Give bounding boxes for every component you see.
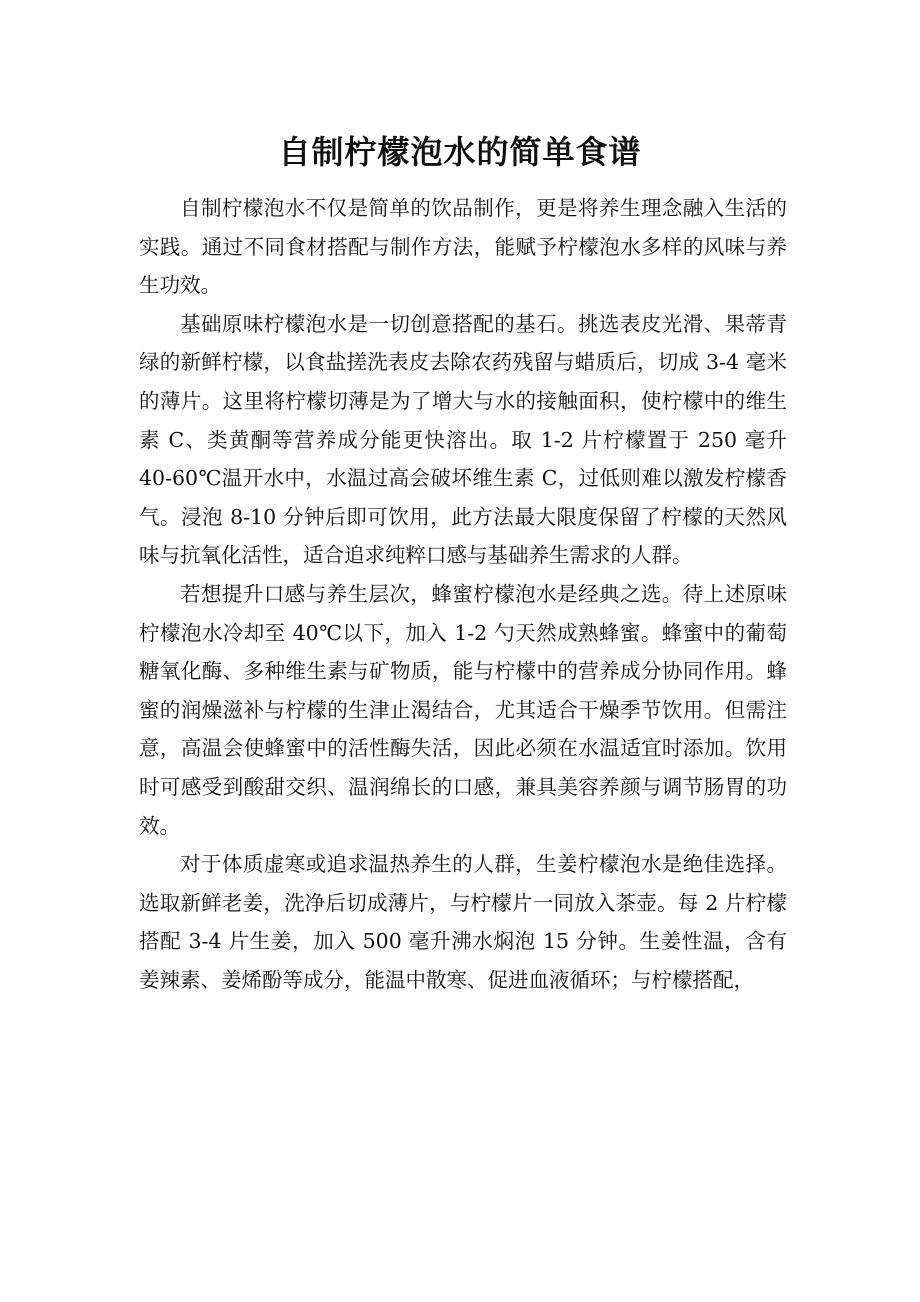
paragraph-ginger-lemon-water: 对于体质虚寒或追求温热养生的人群，生姜柠檬泡水是绝佳选择。选取新鲜老姜，洗净后切成薄片，与柠檬片一同放入茶壶。每 2 片柠檬搭配 3-4 片生姜，加入 500 毫升沸水焖泡 15 分钟。生姜性温，含有姜辣素、姜烯酚等成分，能温中散寒、促进血液循环；与柠檬搭配， (139, 852, 787, 992)
document-body (139, 189, 787, 999)
document-title: 自制柠檬泡水的简单食谱 (278, 133, 642, 171)
paragraph-basic-lemon-water: 基础原味柠檬泡水是一切创意搭配的基石。挑选表皮光滑、果蒂青绿的新鲜柠檬，以食盐搓洗表皮去除农药残留与蜡质后，切成 3-4 毫米的薄片。这里将柠檬切薄是为了增大与水的接触面积，使柠檬中的维生素 C、类黄酮等营养成分能更快溶出。取 1-2 片柠檬置于 250 毫升 40-60℃温开水中，水温过高会破坏维生素 C，过低则难以激发柠檬香气。浸泡 8-10 分钟后即可饮用，此方法最大限度保留了柠檬的天然风味与抗氧化活性，适合追求纯粹口感与基础养生需求的人群。 (139, 311, 787, 568)
paragraph-honey-lemon-water: 若想提升口感与养生层次，蜂蜜柠檬泡水是经典之选。待上述原味柠檬泡水冷却至 40℃以下，加入 1-2 勺天然成熟蜂蜜。蜂蜜中的葡萄糖氧化酶、多种维生素与矿物质，能与柠檬中的营养成分协同作用。蜂蜜的润燥滋补与柠檬的生津止渴结合，尤其适合干燥季节饮用。但需注意，高温会使蜂蜜中的活性酶失活，因此必须在水温适宜时添加。饮用时可感受到酸甜交织、温润绵长的口感，兼具美容养颜与调节肠胃的功效。 (139, 581, 787, 838)
paragraph-intro: 自制柠檬泡水不仅是简单的饮品制作，更是将养生理念融入生活的实践。通过不同食材搭配与制作方法，能赋予柠檬泡水多样的风味与养生功效。 (139, 196, 787, 298)
